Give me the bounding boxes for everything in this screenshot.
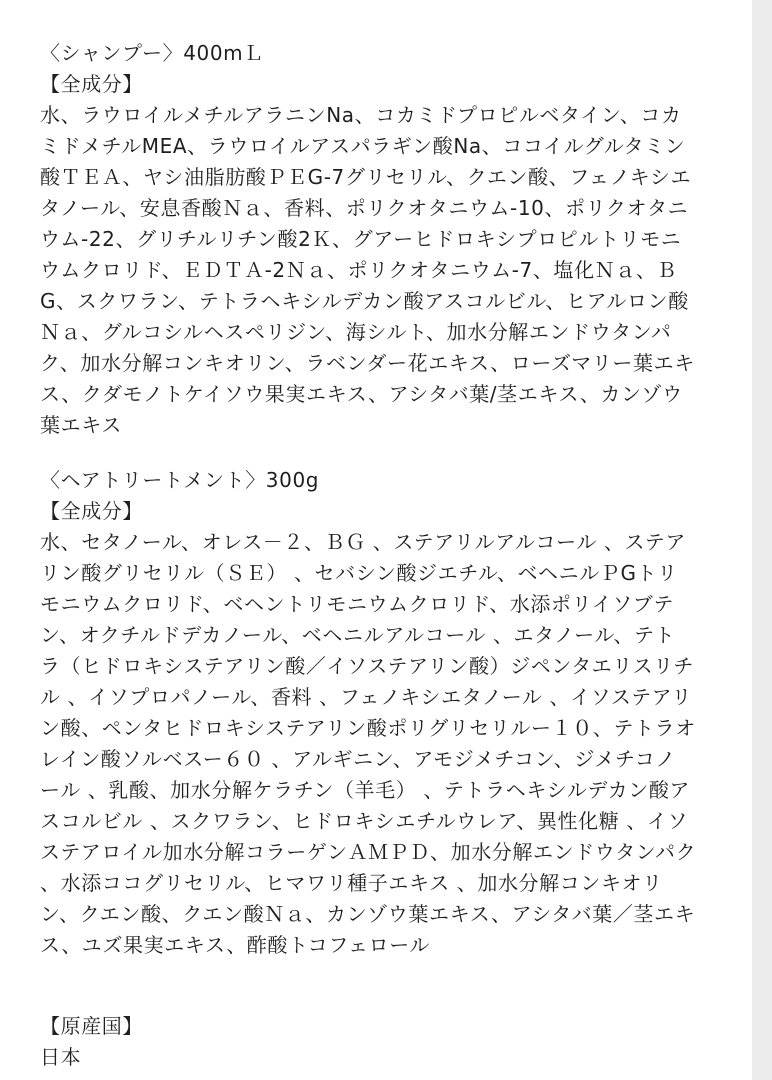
page-margin — [752, 0, 772, 1080]
ingredient-line: スコルビル 、スクワラン、ヒドロキシエチルウレア、異性化糖 、イソ — [40, 809, 689, 833]
origin-section — [40, 1011, 730, 1073]
ingredient-line: ン、オクチルドデカノール、ベヘニルアルコール 、エタノール、テト — [40, 623, 676, 647]
ingredient-line: ウムクロリド、ＥＤＴＡ-2Ｎａ、ポリクオタニウム-7、塩化Ｎａ、Ｂ — [40, 258, 678, 282]
treatment-heading: 〈ヘアトリートメント〉300g — [40, 468, 320, 492]
ingredient-line: G、スクワラン、テトラヘキシルデカン酸アスコルビル、ヒアルロン酸 — [40, 289, 689, 313]
treatment-section — [40, 465, 730, 961]
origin-label: 【原産国】 — [40, 1014, 143, 1038]
ingredient-line: リン酸グリセリル（ＳＥ） 、セバシン酸ジエチル、ベヘニルＰGトリ — [40, 561, 678, 585]
section-spacer — [40, 441, 730, 465]
ingredient-line: タノール、安息香酸Ｎａ、香料、ポリクオタニウム-10、ポリクオタニ — [40, 196, 689, 220]
ingredient-line: 、水添ココグリセリル、ヒマワリ種子エキス 、加水分解コンキオリ — [40, 871, 663, 895]
origin-value: 日本 — [40, 1045, 82, 1069]
ingredient-line: 水、セタノール、オレス－２、ＢＧ 、ステアリルアルコール 、ステア — [40, 530, 686, 554]
ingredient-line: ール 、乳酸、加水分解ケラチン（羊毛） 、テトラヘキシルデカン酸ア — [40, 778, 691, 802]
ingredient-line: 水、ラウロイルメチルアラニンNa、コカミドプロピルベタイン、コカ — [40, 103, 682, 127]
ingredient-line: ク、加水分解コンキオリン、ラベンダー花エキス、ローズマリー葉エキ — [40, 351, 695, 375]
ingredient-line: レイン酸ソルベスー６０ 、アルギニン、アモジメチコン、ジメチコノ — [40, 747, 676, 771]
ingredient-line: ラ（ヒドロキシステアリン酸／イソステアリン酸）ジペンタエリスリチ — [40, 654, 694, 678]
ingredient-line: 酸ＴＥＡ、ヤシ油脂肪酸ＰＥG-7グリセリル、クエン酸、フェノキシエ — [40, 165, 692, 189]
shampoo-heading: 〈シャンプー〉400mＬ — [40, 41, 264, 65]
ingredient-line: ン酸、ペンタヒドロキシステアリン酸ポリグリセリルー１０、テトラオ — [40, 716, 696, 740]
ingredient-line: ウム-22、グリチルリチン酸2Ｋ、グアーヒドロキシプロピルトリモニ — [40, 227, 682, 251]
ingredient-line: ミドメチルMEA、ラウロイルアスパラギン酸Na、ココイルグルタミン — [40, 134, 686, 158]
treatment-ingredients-label: 【全成分】 — [40, 499, 143, 523]
ingredient-line: ステアロイル加水分解コラーゲンＡＭＰＤ、加水分解エンドウタンパク — [40, 840, 697, 864]
ingredient-line: 葉エキス — [40, 413, 122, 437]
shampoo-section — [40, 38, 730, 441]
section-spacer — [40, 961, 730, 1011]
ingredient-line: モニウムクロリド、ベヘントリモニウムクロリド、水添ポリイソブテ — [40, 592, 674, 616]
ingredient-line: ル 、イソプロパノール、香料 、フェノキシエタノール 、イソステアリ — [40, 685, 693, 709]
ingredient-line: ス、クダモノトケイソウ果実エキス、アシタバ葉/茎エキス、カンゾウ — [40, 382, 683, 406]
ingredient-line: Ｎａ、グルコシルヘスペリジン、海シルト、加水分解エンドウタンパ — [40, 320, 672, 344]
ingredients-document — [40, 38, 730, 1073]
shampoo-ingredients-label: 【全成分】 — [40, 72, 143, 96]
ingredient-line: ン、クエン酸、クエン酸Ｎａ、カンゾウ葉エキス、アシタバ葉／茎エキ — [40, 902, 696, 926]
ingredient-line: ス、ユズ果実エキス、酢酸トコフェロール — [40, 933, 430, 957]
